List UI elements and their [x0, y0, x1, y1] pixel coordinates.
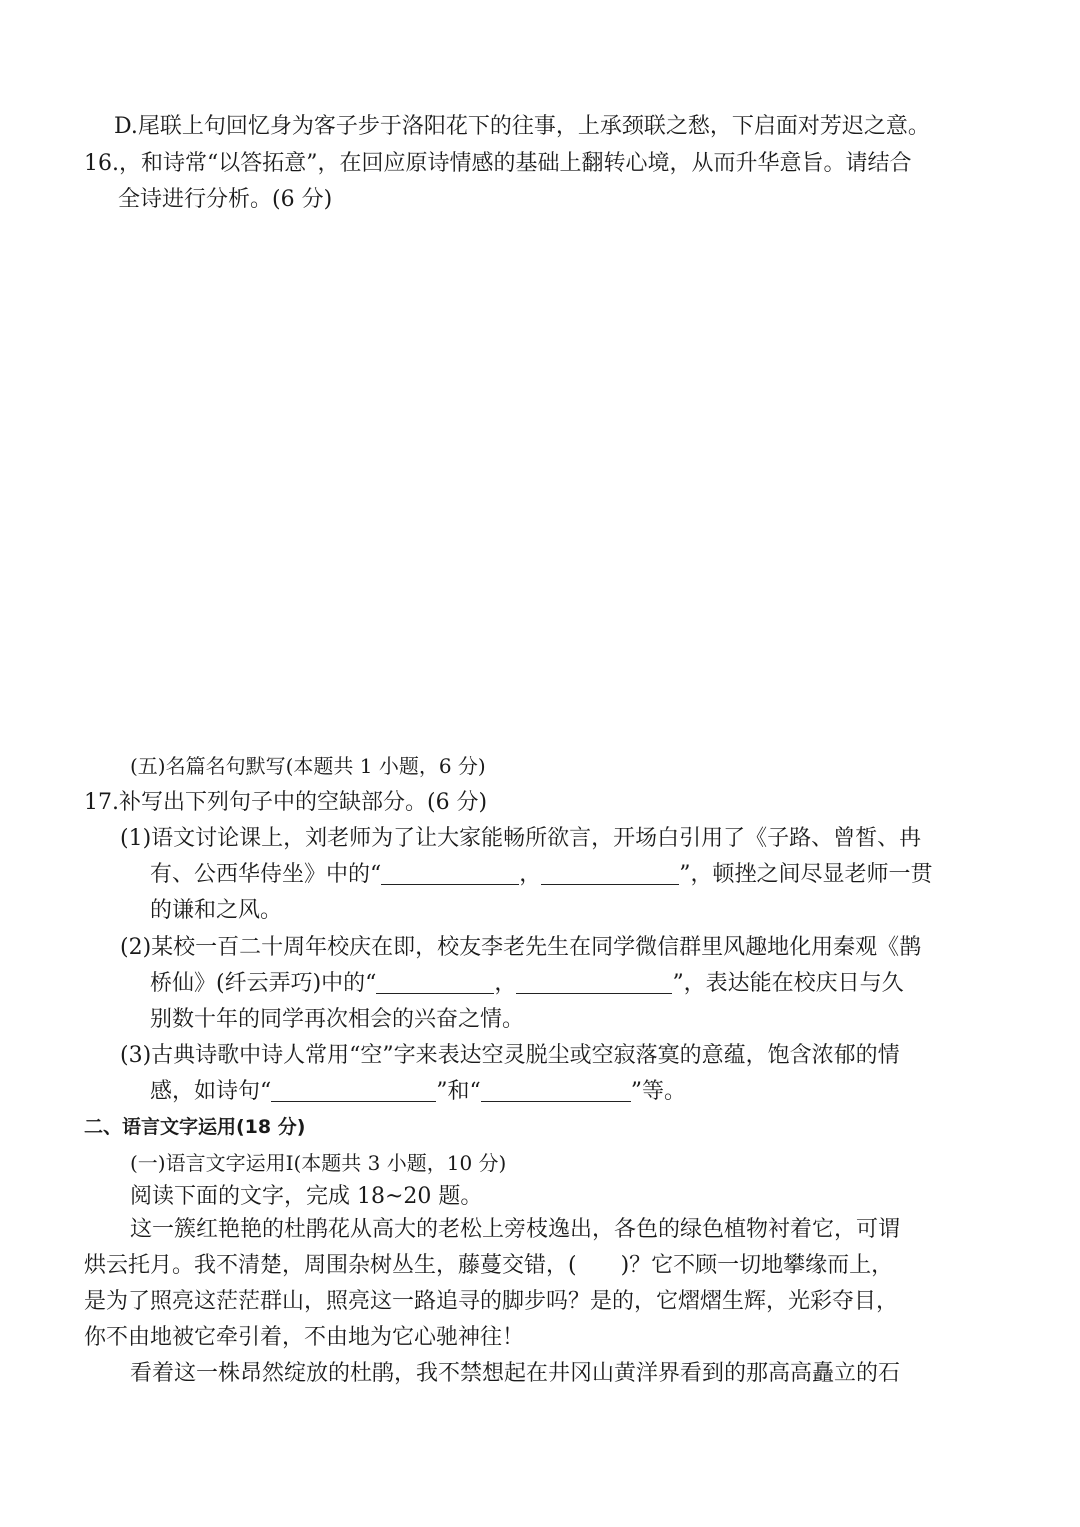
item2-text-b: ”，表达能在校庆日与久: [672, 971, 904, 996]
passage-line: 这一簇红艳艳的杜鹃花从高大的老松上旁枝逸出，各色的绿色植物衬着它，可谓: [130, 1217, 901, 1242]
item3-blank-2[interactable]: [481, 1081, 631, 1102]
item3-blank-1[interactable]: [271, 1081, 436, 1102]
item1-blank-1[interactable]: [381, 864, 519, 885]
item3-text-b: ”等。: [630, 1079, 686, 1104]
passage-line: 看着这一株昂然绽放的杜鹃，我不禁想起在井冈山黄洋界看到的那高高矗立的石: [130, 1361, 901, 1386]
question-17-item1-line3: 的谦和之风。: [150, 898, 283, 923]
item2-separator: ，: [494, 971, 517, 996]
item1-separator: ，: [519, 862, 542, 887]
item1-blank-2[interactable]: [541, 864, 679, 885]
item2-blank-2[interactable]: [516, 973, 672, 994]
item1-text-a: 有、公西华侍坐》中的“: [150, 862, 382, 887]
question-17-item2-line2: [150, 973, 904, 995]
question-16-line1: 16.，和诗常“以答拓意”，在回应原诗情感的基础上翻转心境，从而升华意旨。请结合: [84, 151, 912, 176]
passage-line: 你不由地被它牵引着，不由地为它心驰神往！: [84, 1325, 525, 1350]
item3-text-a: 感，如诗句“: [150, 1079, 272, 1104]
option-d: D.尾联上句回忆身为客子步于洛阳花下的往事，上承颈联之愁，下启面对芳迟之意。: [114, 114, 930, 139]
question-17-item1-line1: (1)语文讨论课上，刘老师为了让大家能畅所欲言，开场白引用了《子路、曾皙、冉: [120, 826, 922, 851]
part-2-subheading: (一)语言文字运用Ⅰ(本题共 3 小题，10 分): [130, 1151, 507, 1175]
question-17-item2-line3: 别数十年的同学再次相会的兴奋之情。: [150, 1007, 525, 1032]
passage-line: 烘云托月。我不清楚，周围杂树丛生，藤蔓交错，( )？它不顾一切地攀缘而上，: [84, 1253, 894, 1278]
question-17-item2-line1: (2)某校一百二十周年校庆在即，校友李老先生在同学微信群里风趣地化用秦观《鹊: [120, 935, 922, 960]
question-17-stem: 17.补写出下列句子中的空缺部分。(6 分): [84, 790, 488, 815]
question-17-item1-line2: [150, 864, 933, 886]
item1-text-b: ”，顿挫之间尽显老师一贯: [679, 862, 933, 887]
question-17-item3-line2: [150, 1081, 686, 1103]
passage-line: 是为了照亮这茫茫群山，照亮这一路追寻的脚步吗？是的，它熠熠生辉，光彩夺目，: [84, 1289, 899, 1314]
question-16-line2: 全诗进行分析。(6 分): [118, 187, 333, 212]
part-2-heading: 二、语言文字运用(18 分): [84, 1116, 306, 1138]
item3-separator: ”和“: [436, 1079, 481, 1104]
reading-instruction: 阅读下面的文字，完成 18~20 题。: [130, 1184, 483, 1209]
item2-blank-1[interactable]: [376, 973, 494, 994]
section-5-heading: (五)名篇名句默写(本题共 1 小题，6 分): [130, 754, 486, 778]
item2-text-a: 桥仙》(纤云弄巧)中的“: [150, 971, 377, 996]
question-17-item3-line1: (3)古典诗歌中诗人常用“空”字来表达空灵脱尘或空寂落寞的意蕴，饱含浓郁的情: [120, 1043, 900, 1068]
